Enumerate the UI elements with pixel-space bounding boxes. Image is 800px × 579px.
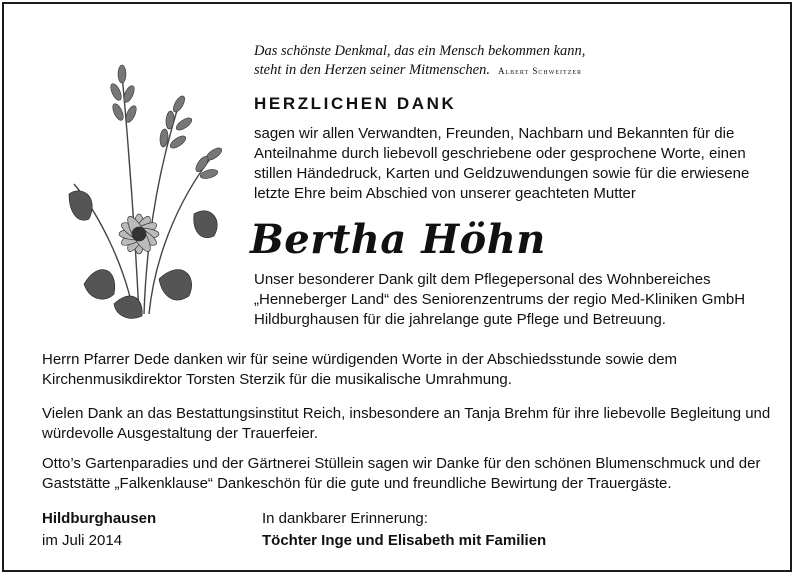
deceased-name: Bertha Höhn xyxy=(250,216,546,263)
wheat-and-flower-illustration xyxy=(44,34,244,324)
quote-line-1: Das schönste Denkmal, das ein Mensch bekommen kann, xyxy=(254,43,586,59)
quote-line-2: steht in den Herzen seiner Mitmenschen. xyxy=(254,62,490,78)
date: im Juli 2014 xyxy=(42,532,123,549)
intro-text: sagen wir allen Verwandten, Freunden, Nachbarn und Bekannten für die Anteilnahme durch liebevoll geschriebene oder gesprochene Worte, einen stillen Händedruck, Karten und Geldzuwendungen sowie für die erwiesene letzte Ehre beim Abschied von unserer geachteten Mutter xyxy=(254,125,750,202)
signatories: Töchter Inge und Elisabeth mit Familien xyxy=(262,532,547,549)
obituary-card xyxy=(2,2,792,572)
paragraph-flowers-catering: Otto’s Gartenparadies und der Gärtnerei Stüllein sagen wir Danke für den schönen Blumenschmuck und der Gaststätte „Falkenklause“ Dankeschön für die gute und freundliche Bewirtung der Trauergäste. xyxy=(42,455,761,492)
heading: HERZLICHEN DANK xyxy=(254,94,457,113)
quote xyxy=(254,42,774,81)
memory-label: In dankbarer Erinnerung: xyxy=(262,510,428,527)
paragraph-funeral-home: Vielen Dank an das Bestattungsinstitut Reich, insbesondere an Tanja Brehm für ihre liebevolle Begleitung und würdevolle Ausgestaltung der Trauerfeier. xyxy=(42,405,771,442)
paragraph-pastor: Herrn Pfarrer Dede danken wir für seine würdigenden Worte in der Abschiedsstunde sowie dem Kirchenmusikdirektor Torsten Sterzik für die musikalische Umrahmung. xyxy=(42,351,678,388)
place: Hildburghausen xyxy=(42,510,157,527)
special-thanks-text: Unser besonderer Dank gilt dem Pflegepersonal des Wohnbereiches „Henneberger Land“ des Seniorenzentrums der regio Med-Kliniken GmbH Hildburghausen für die jahrelange gute Pflege und Betreuung. xyxy=(254,271,746,328)
quote-author: Albert Schweitzer xyxy=(497,66,583,76)
